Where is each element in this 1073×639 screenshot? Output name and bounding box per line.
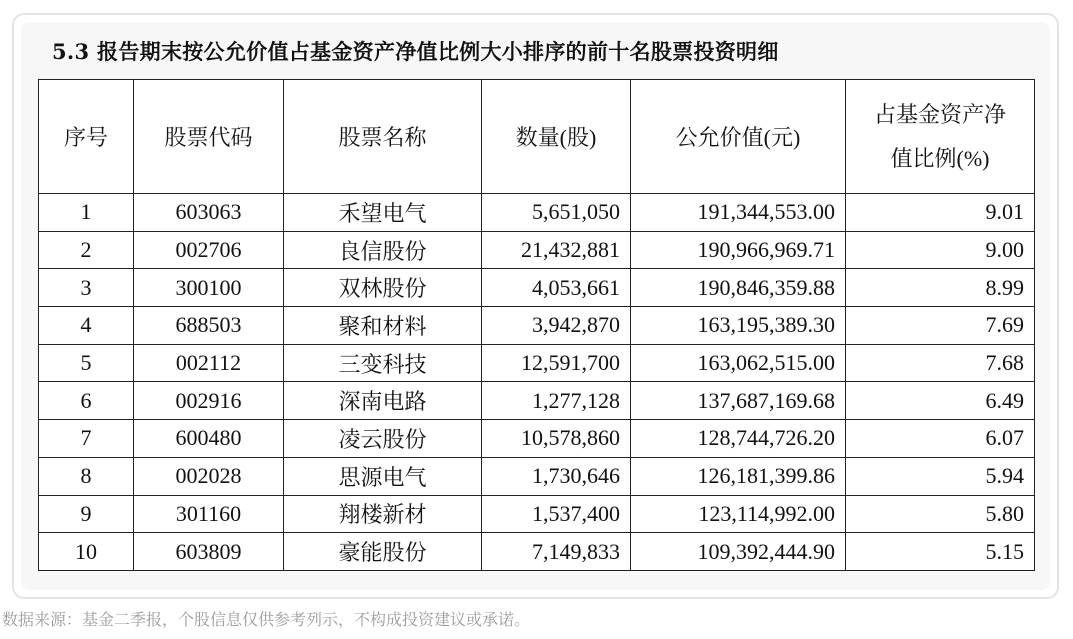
cell-stock-name: 深南电路: [284, 382, 482, 420]
cell-fair-value: 137,687,169.68: [631, 382, 846, 420]
table-row: [39, 194, 1035, 232]
header-index: 序号: [39, 80, 134, 194]
table-row: [39, 533, 1035, 571]
cell-index: 1: [39, 194, 134, 232]
cell-index: 4: [39, 307, 134, 345]
cell-ratio: 5.80: [846, 495, 1035, 533]
cell-code: 600480: [134, 420, 284, 458]
table-row: [39, 495, 1035, 533]
cell-code: 603809: [134, 533, 284, 571]
cell-code: 002112: [134, 344, 284, 382]
cell-fair-value: 109,392,444.90: [631, 533, 846, 571]
cell-ratio: 8.99: [846, 269, 1035, 307]
cell-stock-name: 双林股份: [284, 269, 482, 307]
cell-fair-value: 163,062,515.00: [631, 344, 846, 382]
cell-code: 301160: [134, 495, 284, 533]
header-ratio: [846, 80, 1035, 194]
cell-fair-value: 191,344,553.00: [631, 194, 846, 232]
table-row: [39, 307, 1035, 345]
header-quantity: 数量(股): [482, 80, 631, 194]
table-row: [39, 382, 1035, 420]
cell-index: 10: [39, 533, 134, 571]
cell-index: 6: [39, 382, 134, 420]
cell-stock-name: 聚和材料: [284, 307, 482, 345]
cell-ratio: 5.15: [846, 533, 1035, 571]
cell-quantity: 1,730,646: [482, 457, 631, 495]
cell-quantity: 21,432,881: [482, 231, 631, 269]
cell-ratio: 7.69: [846, 307, 1035, 345]
cell-ratio: 6.07: [846, 420, 1035, 458]
cell-code: 603063: [134, 194, 284, 232]
cell-fair-value: 126,181,399.86: [631, 457, 846, 495]
cell-stock-name: 良信股份: [284, 231, 482, 269]
cell-code: 002028: [134, 457, 284, 495]
section-title: 5.3 报告期末按公允价值占基金资产净值比例大小排序的前十名股票投资明细: [52, 39, 779, 64]
table-header-row: [39, 80, 1035, 194]
cell-ratio: 7.68: [846, 344, 1035, 382]
table-row: [39, 457, 1035, 495]
cell-ratio: 9.00: [846, 231, 1035, 269]
cell-code: 300100: [134, 269, 284, 307]
cell-code: 688503: [134, 307, 284, 345]
holdings-table: [38, 79, 1035, 571]
source-note: 数据来源：基金二季报，个股信息仅供参考列示，不构成投资建议或承诺。: [2, 612, 531, 629]
cell-stock-name: 思源电气: [284, 457, 482, 495]
cell-quantity: 7,149,833: [482, 533, 631, 571]
table-row: [39, 420, 1035, 458]
cell-ratio: 6.49: [846, 382, 1035, 420]
cell-fair-value: 163,195,389.30: [631, 307, 846, 345]
cell-stock-name: 豪能股份: [284, 533, 482, 571]
cell-fair-value: 190,846,359.88: [631, 269, 846, 307]
header-fair-value: 公允价值(元): [631, 80, 846, 194]
cell-index: 5: [39, 344, 134, 382]
cell-stock-name: 翔楼新材: [284, 495, 482, 533]
cell-ratio: 5.94: [846, 457, 1035, 495]
cell-index: 3: [39, 269, 134, 307]
cell-quantity: 3,942,870: [482, 307, 631, 345]
cell-fair-value: 190,966,969.71: [631, 231, 846, 269]
table-row: [39, 344, 1035, 382]
header-ratio-line2: 值比例(%): [890, 145, 990, 171]
cell-stock-name: 禾望电气: [284, 194, 482, 232]
cell-code: 002916: [134, 382, 284, 420]
cell-quantity: 12,591,700: [482, 344, 631, 382]
cell-fair-value: 128,744,726.20: [631, 420, 846, 458]
cell-quantity: 1,537,400: [482, 495, 631, 533]
cell-index: 8: [39, 457, 134, 495]
header-name: 股票名称: [284, 80, 482, 194]
cell-quantity: 10,578,860: [482, 420, 631, 458]
header-code: 股票代码: [134, 80, 284, 194]
table-row: [39, 269, 1035, 307]
cell-index: 9: [39, 495, 134, 533]
cell-quantity: 1,277,128: [482, 382, 631, 420]
cell-code: 002706: [134, 231, 284, 269]
cell-fair-value: 123,114,992.00: [631, 495, 846, 533]
header-ratio-line1: 占基金资产净: [873, 101, 1006, 127]
cell-index: 2: [39, 231, 134, 269]
cell-ratio: 9.01: [846, 194, 1035, 232]
cell-quantity: 4,053,661: [482, 269, 631, 307]
cell-stock-name: 凌云股份: [284, 420, 482, 458]
cell-quantity: 5,651,050: [482, 194, 631, 232]
cell-index: 7: [39, 420, 134, 458]
table-row: [39, 231, 1035, 269]
cell-stock-name: 三变科技: [284, 344, 482, 382]
